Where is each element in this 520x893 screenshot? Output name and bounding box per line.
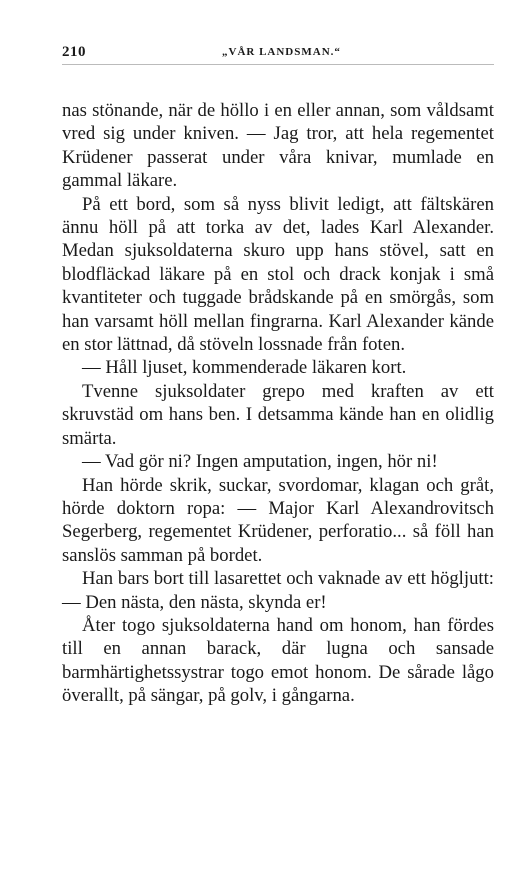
paragraph: Åter togo sjuksoldaterna hand om honom, han fördes till en annan barack, där lugna och sansade barmhärtighetssystrar togo emot honom. De sårade lågo överallt, på sängar, på golv, i gångarna. <box>62 614 494 707</box>
paragraph: På ett bord, som så nyss blivit ledigt, att fältskären ännu höll på att torka av det, lades Karl Alexander. Medan sjuksoldaterna skuro upp hans stövel, satt en blodfläckad läkare på en stol och drack konjak i små kvantiteter och tuggade brådskande på en smörgås, som han varsamt höll mellan fingrarna. Karl Alexander kände en stor lättnad, då stöveln lossnade från foten. <box>62 193 494 356</box>
running-header <box>62 34 494 65</box>
paragraph-continued: nas stönande, när de höllo i en eller annan, som våldsamt vred sig under kniven. — Jag tror, att hela regementet Krüdener passerat under våra knivar, mumlade en gammal läkare. <box>62 100 494 192</box>
body-text <box>62 99 494 708</box>
paragraph-dialogue: — Vad gör ni? Ingen amputation, ingen, hör ni! <box>82 451 438 473</box>
page-number: 210 <box>62 44 86 60</box>
paragraph: Tvenne sjuksoldater grepo med kraften av ett skruvstäd om hans ben. I detsamma kände han en olidlig smärta. <box>62 380 494 449</box>
paragraph: Han hörde skrik, suckar, svordomar, klagan och gråt, hörde doktorn ropa: — Major Karl Alexandrovitsch Segerberg, regementet Krüdener, perforatio... så föll han sanslös samman på bordet. <box>62 474 494 566</box>
running-title: „VÅR LANDSMAN.“ <box>222 46 341 58</box>
book-page <box>62 34 494 707</box>
paragraph: Han bars bort till lasarettet och vaknade av ett högljutt: — Den nästa, den nästa, skynda er! <box>62 568 494 613</box>
paragraph-dialogue: — Håll ljuset, kommenderade läkaren kort. <box>82 357 407 379</box>
